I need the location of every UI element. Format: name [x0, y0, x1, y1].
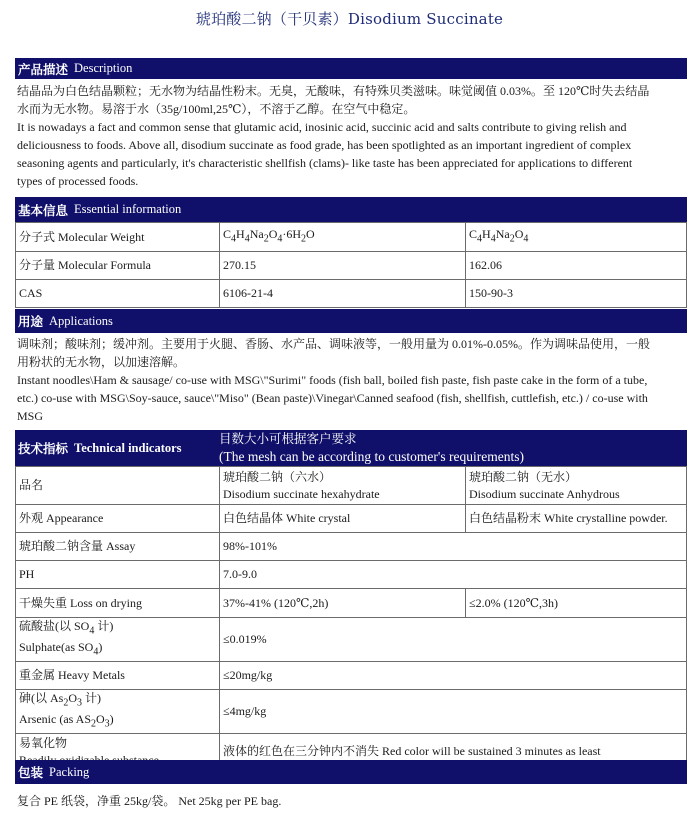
mesh-note	[215, 430, 687, 466]
sulphate-label-cn: 硫酸盐(以 $SO_4$ 计)	[19, 619, 114, 637]
sulphate-label-en: Sulphate(as $SO_4$)	[19, 640, 103, 658]
basic-value-hexahydrate: 270.15	[220, 252, 466, 280]
basic-info-header	[15, 197, 687, 222]
spec-value: 98%-101%	[220, 533, 687, 561]
table-row	[16, 505, 687, 533]
product-name-cn: 琥珀酸二钠（无水）	[469, 469, 578, 484]
table-row	[16, 533, 687, 561]
description-text	[17, 82, 687, 190]
table-row	[16, 618, 687, 662]
description-heading-cn: 产品描述	[18, 61, 69, 77]
basic-value-hexahydrate: $C_4H_4Na_2O_4\cdot 6H_2O$	[220, 223, 466, 252]
basic-value-anhydrous: 162.06	[466, 252, 687, 280]
spec-value-hexahydrate: 37%-41% (120℃,2h)	[220, 589, 466, 618]
mesh-note-cn: 目数大小可根据客户要求	[219, 432, 357, 446]
packing-text: 复合 PE 纸袋，净重 25kg/袋。 Net 25kg per PE bag.	[17, 794, 282, 808]
basic-info-table	[15, 222, 687, 308]
applications-cn-line: 调味剂；酸味剂；缓冲剂。主要用于火腿、香肠、水产品、调味液等，一般用量为 0.01%-0.05%。作为调味品使用，一般	[17, 337, 650, 351]
spec-label: 干燥失重 Loss on drying	[16, 589, 220, 618]
applications-heading-cn: 用途	[18, 314, 44, 329]
mesh-note-en: (The mesh can be according to customer's requirements)	[219, 449, 524, 464]
basic-label: 分子量 Molecular Formula	[16, 252, 220, 280]
basic-heading-cn: 基本信息	[18, 202, 69, 218]
basic-label: CAS	[16, 280, 220, 308]
spec-value-hexahydrate: 白色结晶体 White crystal	[220, 505, 466, 533]
table-row	[16, 561, 687, 589]
oxidizable-label-cn: 易氧化物	[19, 735, 68, 750]
table-row	[16, 280, 687, 308]
applications-en-line: etc.) co-use with MSG\Soy-sauce, sauce\"Miso" (Bean paste)\Vinegar\Canned seafood (fish, shellfish, cuttlefish, etc.) / co-use with	[17, 391, 648, 405]
description-en-line: deliciousness to foods. Above all, disodium succinate as food grade, has been spotlighted as an important ingredient of complex	[17, 138, 632, 152]
description-en-line: It is nowadays a fact and common sense that glutamic acid, inosinic acid, succinic acid and salts contribute to giving relish and	[17, 120, 627, 134]
description-en-line: types of processed foods.	[17, 174, 139, 188]
applications-text	[17, 335, 687, 425]
table-row	[16, 467, 687, 505]
basic-heading-en: Essential information	[74, 202, 182, 216]
spec-label	[16, 618, 220, 662]
spec-label	[16, 689, 220, 733]
technical-header	[15, 430, 687, 466]
document-title: 琥珀酸二钠（干贝素）Disodium Succinate	[195, 10, 504, 28]
spec-value-anhydrous: 白色结晶粉末 White crystalline powder.	[466, 505, 687, 533]
arsenic-label-cn: 砷(以 $As_2O_3$ 计)	[19, 690, 102, 709]
basic-value-anhydrous: $C_4H_4Na_2O_4$	[466, 223, 687, 252]
applications-en-line: Instant noodles\Ham & sausage/ co-use with MSG\"Surimi" foods (fish ball, boiled fish paste, fish paste cake in the form of a tube,	[17, 373, 648, 387]
description-heading-en: Description	[74, 61, 133, 75]
technical-heading	[15, 430, 215, 466]
spec-label: PH	[16, 561, 220, 589]
spec-value-anhydrous: ≤2.0% (120℃,3h)	[466, 589, 687, 618]
spec-value: ≤0.019%	[220, 618, 687, 662]
spec-value-hexahydrate	[220, 467, 466, 505]
spec-value: 7.0-9.0	[220, 561, 687, 589]
table-row	[16, 689, 687, 733]
spec-value: ≤20mg/kg	[220, 661, 687, 689]
table-row	[16, 252, 687, 280]
table-row	[16, 589, 687, 618]
technical-heading-en: Technical indicators	[74, 440, 182, 455]
applications-header	[15, 309, 687, 333]
spec-value-anhydrous	[466, 467, 687, 505]
description-cn-line: 水而为无水物。易溶于水（35g/100ml,25℃），不溶于乙醇。在空气中稳定。	[17, 102, 416, 116]
applications-en-line: MSG	[17, 409, 44, 423]
spec-value: 液体的红色在三分钟内不消失 Red color will be sustained 3 minutes as least	[220, 733, 687, 770]
arsenic-label-en: Arsenic (as $AS_2O_3$)	[19, 712, 114, 730]
basic-value-anhydrous: 150-90-3	[466, 280, 687, 308]
spec-label: 琥珀酸二钠含量 Assay	[16, 533, 220, 561]
applications-cn-line: 用粉状的无水物，以加速溶解。	[17, 355, 186, 369]
spec-label: 品名	[16, 467, 220, 505]
spec-label: 外观 Appearance	[16, 505, 220, 533]
product-name-en: Disodium succinate Anhydrous	[469, 486, 620, 501]
technical-heading-cn: 技术指标	[18, 441, 69, 456]
basic-value-hexahydrate: 6106-21-4	[220, 280, 466, 308]
product-name-en: Disodium succinate hexahydrate	[223, 486, 380, 501]
technical-table	[15, 466, 687, 771]
table-row	[16, 223, 687, 252]
applications-heading-en: Applications	[49, 313, 113, 328]
description-header	[15, 58, 687, 79]
packing-header	[15, 760, 687, 784]
table-row	[16, 661, 687, 689]
description-en-line: seasoning agents and particularly, it's characteristic shellfish (clams)- like taste has been appreciated for applications to different	[17, 156, 633, 170]
product-name-cn: 琥珀酸二钠（六水）	[223, 469, 332, 484]
spec-value: ≤4mg/kg	[220, 689, 687, 733]
description-cn-line: 结晶品为白色结晶颗粒；无水物为结晶性粉末。无臭，无酸味，有特殊贝类滋味。味觉阈值 0.03%。至 120℃时失去结晶	[17, 84, 650, 98]
packing-heading-en: Packing	[49, 764, 90, 779]
packing-heading-cn: 包装	[18, 765, 44, 780]
basic-label: 分子式 Molecular Weight	[16, 223, 220, 252]
spec-label: 重金属 Heavy Metals	[16, 661, 220, 689]
